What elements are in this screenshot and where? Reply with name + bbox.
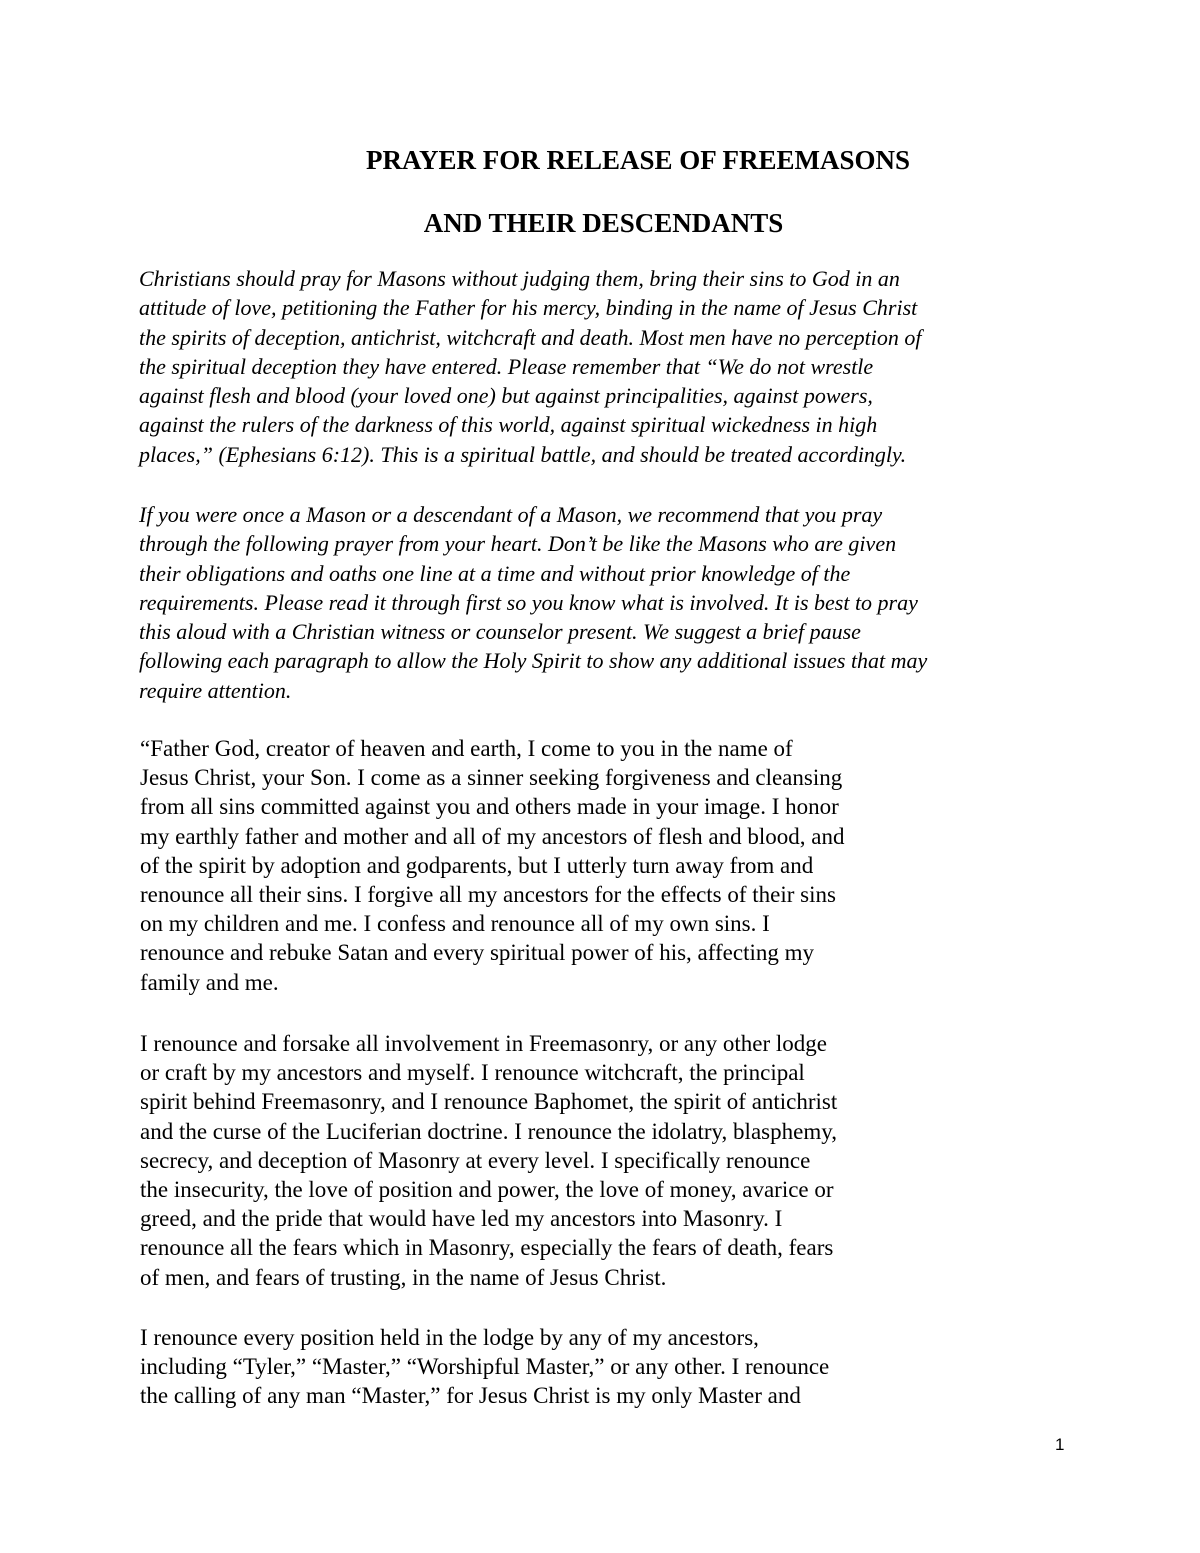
text-line: the calling of any man “Master,” for Jesus Christ is my only Master and [140,1383,801,1409]
prayer-paragraph [140,734,940,997]
text-line: renounce all their sins. I forgive all my ancestors for the effects of their sins [140,882,836,908]
page-number: 1 [1055,1435,1065,1454]
text-line: requirements. Please read it through first so you know what is involved. It is best to pray [139,589,918,615]
text-line: Christians should pray for Masons without judging them, bring their sins to God in an [139,266,900,291]
text-line: of the spirit by adoption and godparents, but I utterly turn away from and [140,852,814,878]
text-line: attitude of love, petitioning the Father for his mercy, binding in the name of Jesus Christ [139,295,918,321]
text-line: the insecurity, the love of position and power, the love of money, avarice or [140,1177,834,1203]
text-line: of men, and fears of trusting, in the name of Jesus Christ. [140,1264,667,1290]
text-line: their obligations and oaths one line at a time and without prior knowledge of the [139,560,851,586]
text-line: through the following prayer from your heart. Don’t be like the Masons who are given [139,531,897,557]
text-line: including “Tyler,” “Master,” “Worshipful Master,” or any other. I renounce [140,1354,830,1380]
instructions-paragraph [139,500,1069,705]
text-line: my earthly father and mother and all of my ancestors of flesh and blood, and [140,823,845,849]
text-line: Jesus Christ, your Son. I come as a sinner seeking forgiveness and cleansing [140,765,843,791]
text-line: family and me. [140,969,279,995]
text-line: against the rulers of the darkness of this world, against spiritual wickedness in high [139,412,878,438]
text-line: secrecy, and deception of Masonry at every level. I specifically renounce [140,1147,811,1173]
text-line: or craft by my ancestors and myself. I renounce witchcraft, the principal [140,1060,805,1086]
text-line: this aloud with a Christian witness or counselor present. We suggest a brief pause [139,619,861,645]
text-line: If you were once a Mason or a descendant of a Mason, we recommend that you pray [139,502,883,527]
prayer-paragraph [140,1029,940,1292]
document-title: PRAYER FOR RELEASE OF FREEMASONS [365,145,911,175]
text-line: require attention. [139,677,292,703]
text-line: renounce all the fears which in Masonry, especially the fears of death, fears [140,1235,834,1261]
text-line: “Father God, creator of heaven and earth, I come to you in the name of [140,736,793,761]
text-line: renounce and rebuke Satan and every spiritual power of his, affecting my [140,940,815,966]
text-line: on my children and me. I confess and renounce all of my own sins. I [140,911,770,937]
text-line: I renounce every position held in the lodge by any of my ancestors, [140,1325,759,1350]
document-subtitle: AND THEIR DESCENDANTS [423,208,784,238]
text-line: following each paragraph to allow the Holy Spirit to show any additional issues that may [139,648,928,674]
prayer-paragraph [140,1323,940,1411]
text-line: spirit behind Freemasonry, and I renounce Baphomet, the spirit of antichrist [140,1089,838,1115]
text-line: from all sins committed against you and others made in your image. I honor [140,794,839,820]
text-line: against flesh and blood (your loved one) but against principalities, against powers, [139,383,873,409]
intro-paragraph [139,264,1069,469]
text-line: the spiritual deception they have entered. Please remember that “We do not wrestle [139,353,874,379]
text-line: places,” (Ephesians 6:12). This is a spiritual battle, and should be treated accordingly. [139,441,907,467]
text-line: the spirits of deception, antichrist, witchcraft and death. Most men have no perception of [139,324,922,350]
text-line: and the curse of the Luciferian doctrine. I renounce the idolatry, blasphemy, [140,1118,837,1144]
text-line: greed, and the pride that would have led my ancestors into Masonry. I [140,1206,783,1232]
text-line: I renounce and forsake all involvement in Freemasonry, or any other lodge [140,1031,828,1056]
